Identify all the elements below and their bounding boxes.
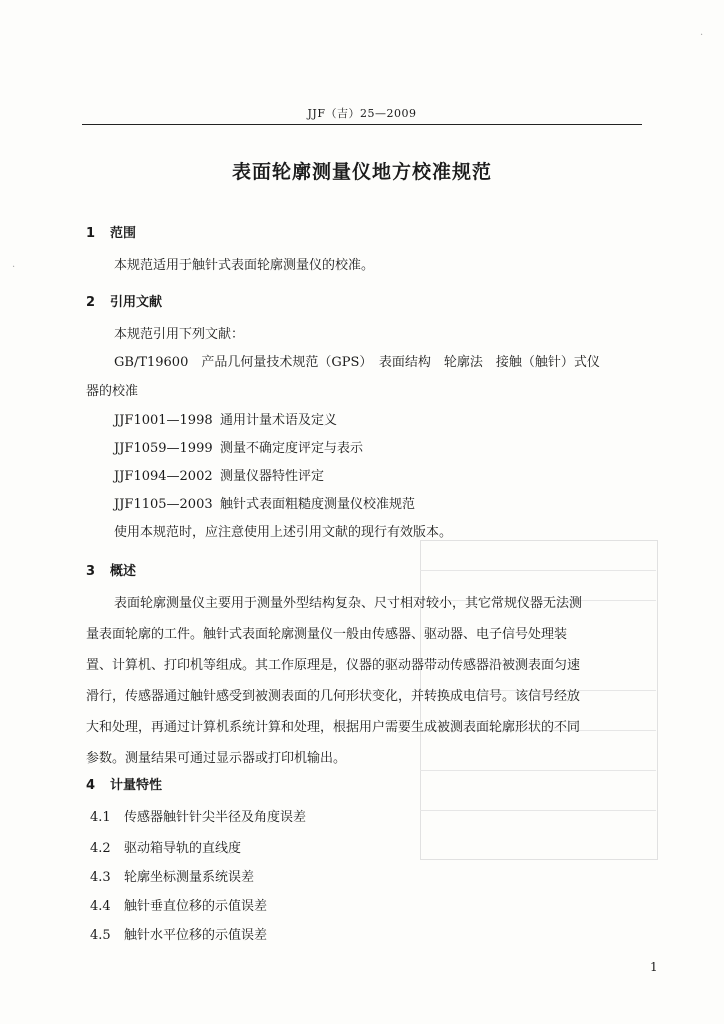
overview-line: 量表面轮廓的工件。触针式表面轮廓测量仪一般由传感器、驱动器、电子信号处理装 (86, 627, 568, 642)
reference-name: 测量仪器特性评定 (220, 469, 325, 484)
reference-item (114, 463, 324, 491)
section-title: 引用文献 (110, 295, 163, 310)
characteristic-item (90, 804, 306, 832)
section-heading-references (86, 291, 162, 310)
reference-code: JJF1059—1999 (114, 441, 213, 456)
section-number: 1 (86, 226, 96, 241)
reference-gb-line2: 器的校准 (86, 384, 139, 399)
item-text: 触针水平位移的示值误差 (124, 928, 268, 943)
section-title: 计量特性 (110, 778, 163, 793)
overview-line: 置、计算机、打印机等组成。其工作原理是，仪器的驱动器带动传感器沿被测表面匀速 (86, 658, 581, 673)
characteristic-item (90, 893, 267, 921)
reference-name: 通用计量术语及定义 (220, 413, 338, 428)
reference-name: 测量不确定度评定与表示 (220, 441, 364, 456)
item-number: 4.5 (90, 928, 111, 943)
page-number: 1 (650, 960, 658, 974)
section-number: 4 (86, 778, 96, 793)
item-text: 触针垂直位移的示值误差 (124, 899, 268, 914)
overview-line: 大和处理，再通过计算机系统计算和处理，根据用户需要生成被测表面轮廓形状的不同 (86, 720, 581, 735)
item-number: 4.4 (90, 899, 111, 914)
reference-item (114, 491, 415, 519)
overview-line: 参数。测量结果可通过显示器或打印机输出。 (86, 751, 347, 766)
reference-name: 触针式表面粗糙度测量仪校准规范 (220, 497, 416, 512)
reference-code: JJF1001—1998 (114, 413, 213, 428)
scope-text: 本规范适用于触针式表面轮廓测量仪的校准。 (114, 258, 375, 273)
document-header-code: JJF（吉）25—2009 (307, 107, 417, 120)
section-heading-characteristics (86, 774, 162, 793)
header-rule (82, 124, 642, 125)
show-through-line (420, 770, 656, 771)
section-number: 3 (86, 564, 96, 579)
section-heading-overview (86, 560, 136, 579)
characteristic-item (90, 864, 254, 892)
item-number: 4.2 (90, 841, 111, 856)
characteristic-item (90, 922, 267, 950)
references-note: 使用本规范时，应注意使用上述引用文献的现行有效版本。 (114, 525, 453, 540)
section-heading-scope (86, 222, 136, 241)
overview-line: 滑行，传感器通过触针感受到被测表面的几何形状变化，并转换成电信号。该信号经放 (86, 689, 581, 704)
reference-item (114, 435, 363, 463)
scan-speck: · (12, 262, 16, 273)
item-text: 轮廓坐标测量系统误差 (124, 870, 255, 885)
show-through-line (420, 810, 656, 811)
section-title: 范围 (110, 226, 137, 241)
reference-item (114, 407, 337, 435)
reference-code: JJF1094—2002 (114, 469, 213, 484)
item-text: 驱动箱导轨的直线度 (124, 841, 242, 856)
reference-gb-line1: GB/T19600 产品几何量技术规范（GPS） 表面结构 轮廓法 接触（触针）式仪 (114, 355, 600, 370)
overview-line: 表面轮廓测量仪主要用于测量外型结构复杂、尺寸相对较小，其它常规仪器无法测 (114, 596, 583, 611)
item-number: 4.1 (90, 810, 111, 825)
section-number: 2 (86, 295, 96, 310)
section-title: 概述 (110, 564, 137, 579)
item-number: 4.3 (90, 870, 111, 885)
references-intro: 本规范引用下列文献： (114, 327, 245, 342)
item-text: 传感器触针针尖半径及角度误差 (124, 810, 307, 825)
document-title: 表面轮廓测量仪地方校准规范 (231, 161, 492, 183)
reference-code: JJF1105—2003 (114, 497, 213, 512)
scan-speck: · (700, 30, 704, 41)
characteristic-item (90, 835, 241, 863)
show-through-line (420, 570, 656, 571)
